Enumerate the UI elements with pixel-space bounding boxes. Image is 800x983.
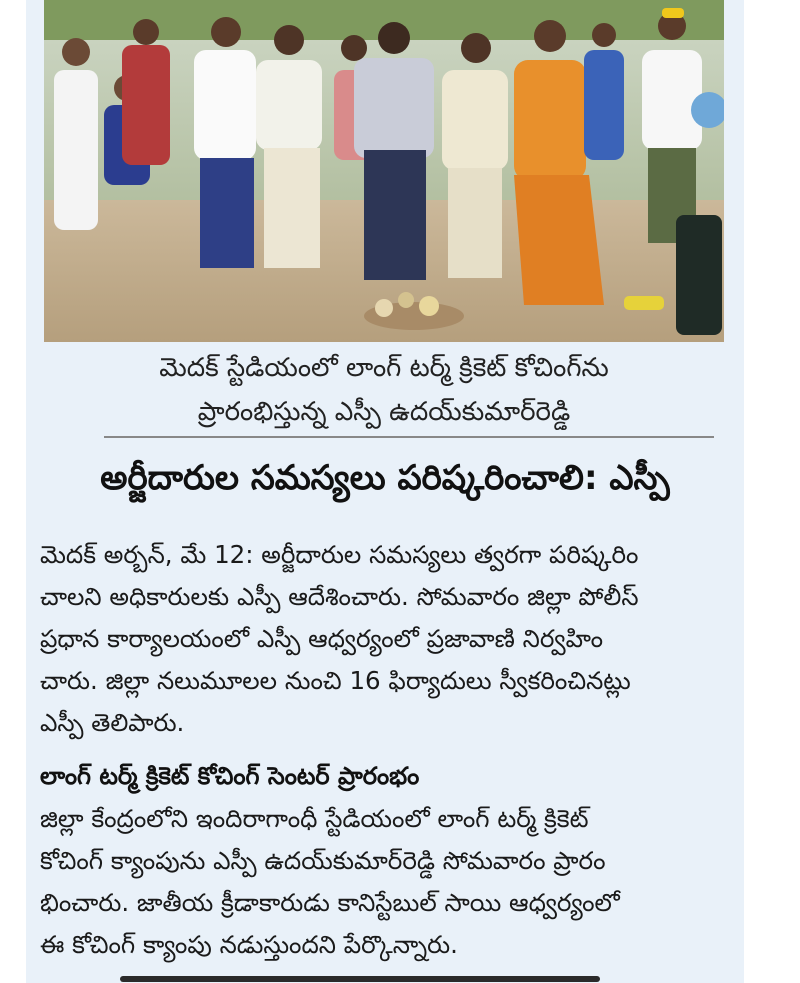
paragraph-line: ఎస్పీ తెలిపారు. (40, 708, 185, 737)
paragraph-line: కోచింగ్ క్యాంపును ఎస్పీ ఉదయ్‌కుమార్‌రెడ్డి సోమవారం ప్రారం (40, 846, 606, 875)
caption-line-2: ప్రారంభిస్తున్న ఎస్పీ ఉదయ్‌కుమార్‌రెడ్డి (197, 397, 571, 427)
paragraph-line: జిల్లా కేంద్రంలోని ఇందిరాగాంధీ స్టేడియంలో లాంగ్ టర్మ్ క్రికెట్ (40, 804, 589, 833)
article-subheading: లాంగ్ టర్మ్ క్రికెట్ కోచింగ్ సెంటర్ ప్రారంభం (40, 762, 420, 790)
paragraph-line: ఈ కోచింగ్ క్యాంపు నడుస్తుందని పేర్కొన్నారు. (40, 930, 458, 959)
paragraph-line: మెదక్ అర్బన్, మే 12: అర్జీదారుల సమస్యలు త్వరగా పరిష్కరిం (40, 540, 639, 569)
article-paragraph-2 (40, 798, 730, 966)
caption-line-1: మెదక్ స్టేడియంలో లాంగ్ టర్మ్ క్రికెట్ కోచింగ్‌ను (159, 353, 609, 383)
paragraph-line: చారు. జిల్లా నలుమూలల నుంచి 16 ఫిర్యాదులు స్వీకరించినట్లు (40, 666, 631, 695)
event-photo (44, 0, 724, 342)
photo-caption (44, 346, 724, 434)
paragraph-line: ప్రధాన కార్యాలయంలో ఎస్పీ ఆధ్వర్యంలో ప్రజావాణి నిర్వహిం (40, 624, 604, 653)
cut-off-next-headline (120, 970, 600, 983)
article-paragraph-1 (40, 534, 730, 744)
paragraph-line: భించారు. జాతీయ క్రీడాకారుడు కానిస్టేబుల్ సాయి ఆధ్వర్యంలో (40, 888, 620, 917)
divider (104, 436, 714, 438)
paragraph-line: చాలని అధికారులకు ఎస్పీ ఆదేశించారు. సోమవారం జిల్లా పోలీస్ (40, 582, 639, 611)
article-headline: అర్జీదారుల సమస్యలు పరిష్కరించాలి: ఎస్పీ (100, 458, 670, 498)
